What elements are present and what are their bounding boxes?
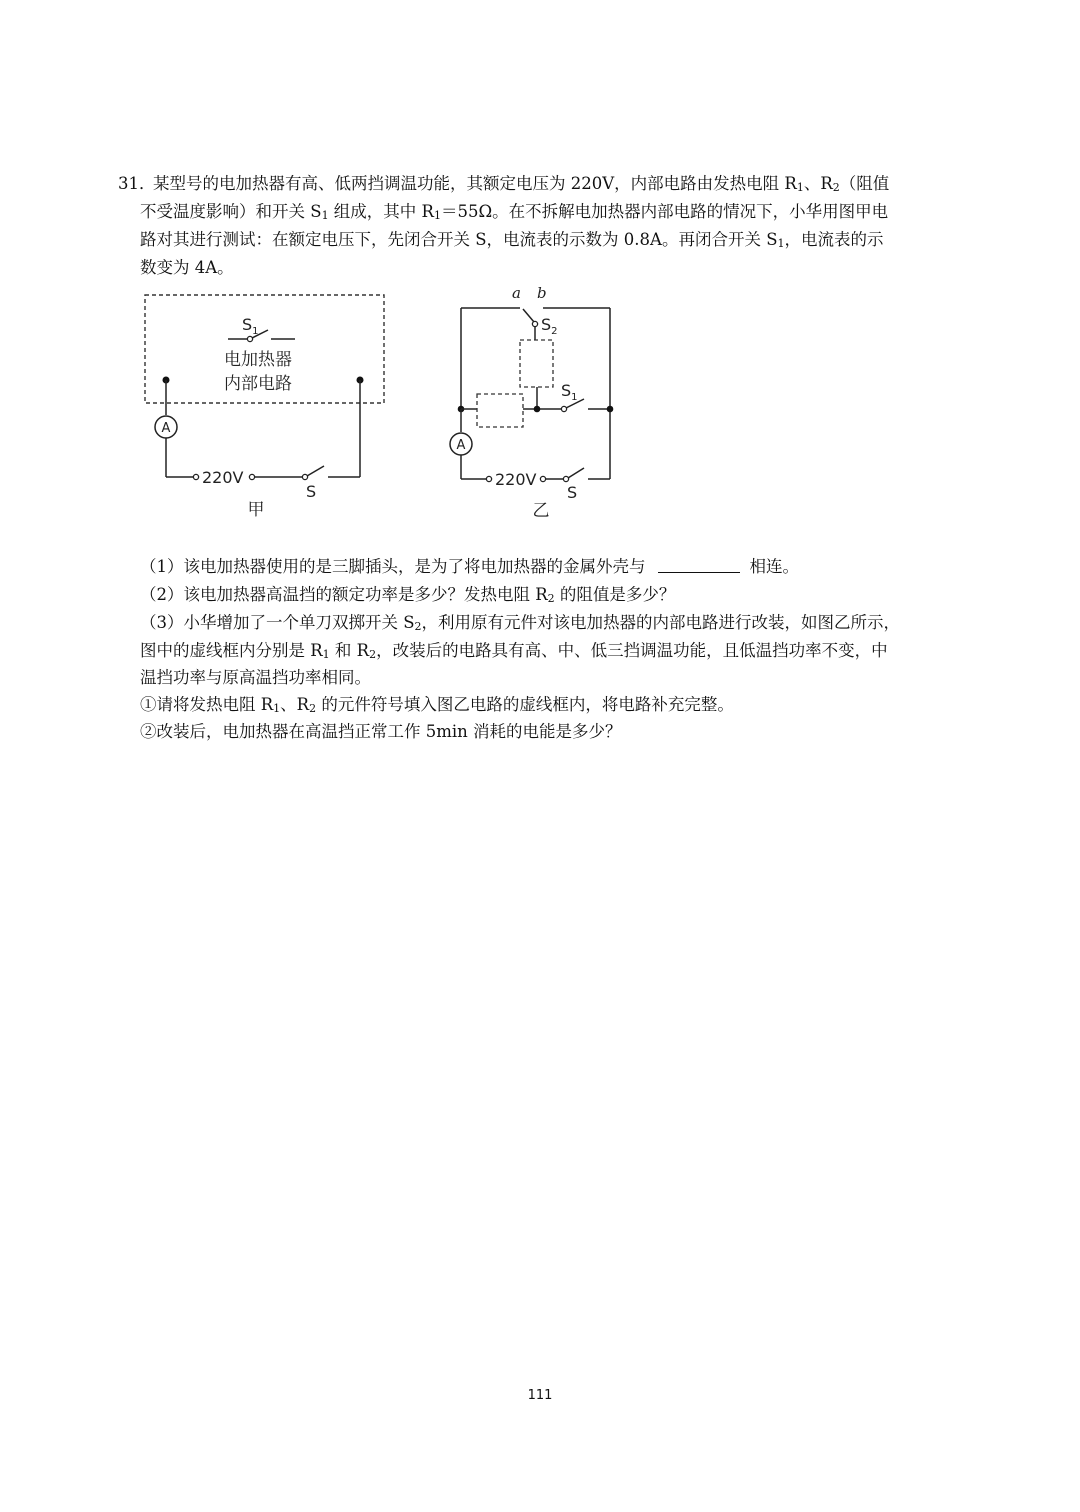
sub-question-3-line2: 图中的虚线框内分别是 $R_1$ 和 $R_2$，改装后的电路具有高、中、低三挡调温功能，且低温挡功率不变，中 (140, 641, 888, 661)
supply-terminal-left (193, 474, 198, 479)
dashed-box-lower (477, 394, 523, 427)
switch-s2-label: $S_2$ (541, 315, 558, 337)
voltage-label: 220V (495, 470, 537, 489)
switch-s2-blade (523, 309, 534, 322)
caption-jia: 甲 (247, 500, 265, 520)
switch-s-pivot (563, 476, 568, 481)
sub-question-3-part2: ②改装后，电加热器在高温挡正常工作 5min 消耗的电能是多少？ (140, 722, 622, 741)
stem-line-1: 某型号的电加热器有高、低两挡调温功能，其额定电压为 220V，内部电路由发热电阻 $R_1$、$R_2$（阻值 (153, 174, 890, 194)
stem-line-3: 路对其进行测试：在额定电压下，先闭合开关 S，电流表的示数为 0.8A。再闭合开关 $S_1$，电流表的示 (140, 230, 884, 250)
question-number: 31． (118, 174, 156, 193)
figure-jia (138, 288, 398, 528)
switch-s1-label: $S_1$ (561, 381, 578, 403)
switch-s-blade (307, 466, 324, 476)
ammeter-label: A (456, 438, 466, 453)
switch-s-label: S (567, 483, 578, 502)
ammeter-label: A (161, 421, 171, 436)
caption-yi: 乙 (532, 501, 550, 521)
sub-question-3-line1: （3）小华增加了一个单刀双掷开关 $S_2$，利用原有元件对该电加热器的内部电路进行改装，如图乙所示， (140, 613, 901, 633)
stem-line-2: 不受温度影响）和开关 $S_1$ 组成，其中 $R_1=55\Omega$。在不拆解电加热器内部电路的情况下，小华用图甲电 (140, 202, 889, 222)
switch-s1-pivot (561, 406, 566, 411)
box-label-line1: 电加热器 (224, 350, 292, 370)
sub-question-1: （1）该电加热器使用的是三脚插头，是为了将电加热器的金属外壳与 相连。 (140, 557, 799, 576)
stem-line-4: 数变为 4A。 (140, 258, 234, 277)
dashed-box-upper (520, 340, 553, 387)
switch-s2-pivot (532, 321, 537, 326)
supply-terminal-left (486, 476, 491, 481)
voltage-label: 220V (202, 468, 244, 487)
figure-yi (440, 282, 640, 532)
supply-terminal-right (249, 474, 254, 479)
inner-switch-label: $S_1$ (242, 315, 259, 337)
junction-center (534, 406, 541, 413)
answer-blank[interactable] (658, 557, 740, 573)
switch-s-pivot (302, 474, 307, 479)
terminal-a-label: a (512, 284, 521, 302)
sub-question-2: （2）该电加热器高温挡的额定功率是多少？发热电阻 $R_2$ 的阻值是多少？ (140, 585, 676, 605)
junction-right (607, 406, 614, 413)
sub-question-3-part1: ①请将发热电阻 $R_1$、$R_2$ 的元件符号填入图乙电路的虚线框内，将电路补充完整。 (140, 695, 734, 715)
terminal-b-label: b (537, 284, 547, 302)
switch-s-blade (568, 468, 584, 478)
switch-s-label: S (306, 482, 317, 501)
supply-terminal-right (540, 476, 545, 481)
inner-switch-pivot (247, 336, 252, 341)
box-label-line2: 内部电路 (224, 374, 292, 394)
page-number: 111 (527, 1388, 553, 1403)
sub-question-3-line3: 温挡功率与原高温挡功率相同。 (140, 668, 371, 687)
